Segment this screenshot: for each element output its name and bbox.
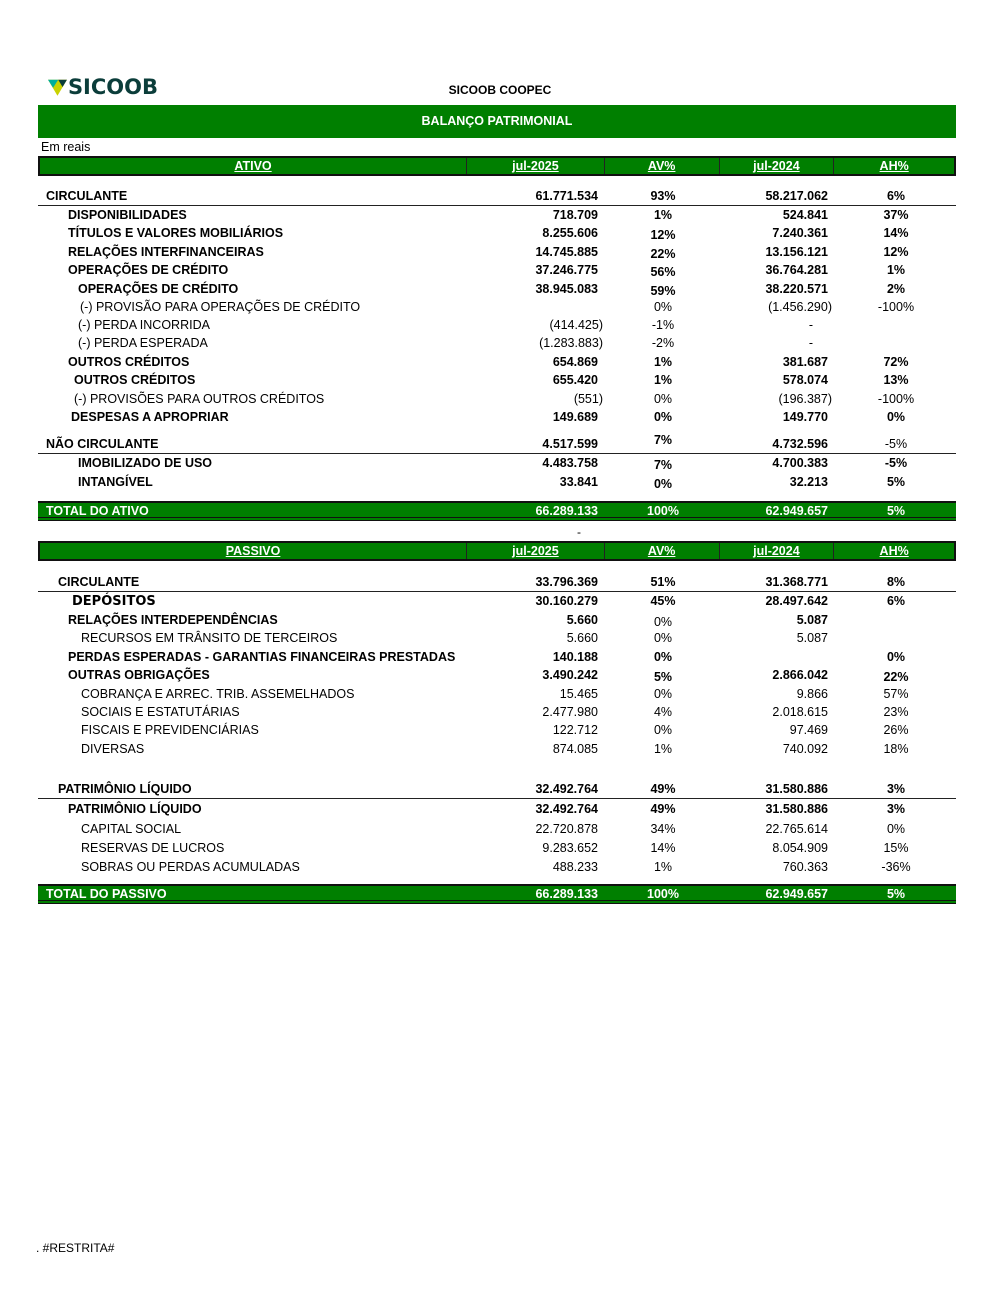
ah-percent: 37% bbox=[883, 208, 909, 222]
av-percent: 1% bbox=[653, 860, 673, 874]
row-label: (-) PERDA INCORRIDA bbox=[78, 318, 210, 332]
value-2025: 4.517.599 bbox=[542, 437, 598, 451]
row-label: RELAÇÕES INTERDEPENDÊNCIAS bbox=[68, 613, 278, 627]
av-percent: 0% bbox=[653, 300, 673, 314]
value-2024: 5.087 bbox=[796, 631, 828, 645]
col-header-jul-2025: jul-2025 bbox=[467, 158, 605, 174]
value-2025: 3.490.242 bbox=[542, 668, 598, 682]
value-2025: (551) bbox=[573, 392, 603, 406]
table-row bbox=[38, 262, 956, 280]
ah-percent: 5% bbox=[886, 475, 906, 489]
av-percent: 0% bbox=[653, 650, 673, 664]
table-row bbox=[38, 317, 956, 335]
col-header-ah: AH% bbox=[879, 544, 909, 558]
value-2025: 9.283.652 bbox=[542, 841, 598, 855]
value-2024: 7.240.361 bbox=[772, 226, 828, 240]
av-percent: 1% bbox=[653, 742, 673, 756]
table-row bbox=[38, 225, 956, 243]
ah-percent: 0% bbox=[886, 410, 906, 424]
col-header-passivo: PASSIVO bbox=[40, 543, 467, 559]
av-percent: 4% bbox=[653, 705, 673, 719]
value-2025: 4.483.758 bbox=[542, 456, 598, 470]
value-2024: 2.866.042 bbox=[772, 668, 828, 682]
ah-percent: 3% bbox=[886, 782, 906, 796]
logo-text: SICOOB bbox=[67, 75, 158, 99]
value-2025: 488.233 bbox=[552, 860, 598, 874]
total-passivo-row bbox=[38, 884, 956, 904]
col-header-jul-2024: jul-2024 bbox=[720, 543, 835, 559]
row-label: INTANGÍVEL bbox=[78, 475, 153, 489]
av-percent: 0% bbox=[653, 631, 673, 645]
value-2024: 31.580.886 bbox=[765, 802, 828, 816]
ah-percent: 15% bbox=[883, 841, 909, 855]
row-label: CIRCULANTE bbox=[46, 189, 128, 203]
av-percent: 0% bbox=[653, 687, 673, 701]
table-row bbox=[38, 474, 956, 492]
value-2025: 149.689 bbox=[552, 410, 598, 424]
value-2025: 32.492.764 bbox=[535, 802, 598, 816]
row-label: DESPESAS A APROPRIAR bbox=[71, 410, 229, 424]
ah-percent: -5% bbox=[884, 456, 908, 470]
value-2025: 30.160.279 bbox=[535, 594, 598, 608]
value-2024: 36.764.281 bbox=[765, 263, 828, 277]
total-value-2025: 66.289.133 bbox=[535, 504, 598, 518]
total-label: TOTAL DO PASSIVO bbox=[46, 887, 167, 901]
value-2024: 8.054.909 bbox=[772, 841, 828, 855]
table-row bbox=[38, 612, 956, 630]
value-2024: 4.732.596 bbox=[772, 437, 828, 451]
total-ah: 5% bbox=[886, 887, 906, 901]
value-2025: 140.188 bbox=[552, 650, 598, 664]
ah-percent: 6% bbox=[886, 189, 906, 203]
total-value-2024: 62.949.657 bbox=[765, 504, 828, 518]
av-percent: 0% bbox=[653, 392, 673, 406]
row-label: CIRCULANTE bbox=[58, 575, 140, 589]
value-2024: 32.213 bbox=[789, 475, 828, 489]
ah-percent: 14% bbox=[883, 226, 909, 240]
row-label: PATRIMÔNIO LÍQUIDO bbox=[58, 782, 192, 796]
col-header-av: AV% bbox=[605, 543, 720, 559]
row-label: SOBRAS OU PERDAS ACUMULADAS bbox=[81, 860, 300, 874]
separator-dash: - bbox=[577, 525, 581, 539]
table-row bbox=[38, 391, 956, 409]
value-2024: - bbox=[808, 318, 813, 332]
av-percent: 59% bbox=[650, 284, 676, 298]
row-label: RELAÇÕES INTERFINANCEIRAS bbox=[68, 245, 264, 259]
row-label: CAPITAL SOCIAL bbox=[81, 822, 182, 836]
av-percent: 45% bbox=[650, 594, 676, 608]
av-percent: 7% bbox=[653, 458, 673, 472]
value-2024: 381.687 bbox=[782, 355, 828, 369]
company-name: SICOOB COOPEC bbox=[448, 83, 552, 97]
av-percent: 49% bbox=[650, 802, 676, 816]
row-label: RECURSOS EM TRÂNSITO DE TERCEIROS bbox=[81, 631, 338, 645]
ah-percent: 72% bbox=[883, 355, 909, 369]
row-label: TÍTULOS E VALORES MOBILIÁRIOS bbox=[68, 226, 284, 240]
row-label: OUTRAS OBRIGAÇÕES bbox=[68, 668, 210, 682]
value-2025: 8.255.606 bbox=[542, 226, 598, 240]
table-row bbox=[38, 741, 956, 759]
value-2025: 654.869 bbox=[552, 355, 598, 369]
table-row bbox=[38, 686, 956, 704]
av-percent: -2% bbox=[651, 336, 675, 350]
table-row bbox=[38, 372, 956, 390]
row-label: OUTROS CRÉDITOS bbox=[74, 373, 196, 387]
ah-percent: -100% bbox=[877, 300, 915, 314]
table-row bbox=[38, 593, 956, 611]
value-2025: 718.709 bbox=[552, 208, 598, 222]
value-2025: 122.712 bbox=[552, 723, 598, 737]
table-row bbox=[38, 801, 956, 819]
table-row bbox=[38, 244, 956, 262]
row-label: (-) PROVISÃO PARA OPERAÇÕES DE CRÉDITO bbox=[80, 300, 361, 314]
ah-percent: 6% bbox=[886, 594, 906, 608]
table-row bbox=[38, 455, 956, 473]
av-percent: 1% bbox=[653, 373, 673, 387]
ah-percent: 3% bbox=[886, 802, 906, 816]
av-percent: 0% bbox=[653, 615, 673, 629]
av-percent: 12% bbox=[650, 228, 676, 242]
ativo-header-row bbox=[38, 156, 956, 176]
value-2025: 15.465 bbox=[559, 687, 598, 701]
report-title: BALANÇO PATRIMONIAL bbox=[38, 105, 956, 138]
row-label: FISCAIS E PREVIDENCIÁRIAS bbox=[81, 723, 259, 737]
ah-percent: 18% bbox=[883, 742, 909, 756]
value-2025: 2.477.980 bbox=[542, 705, 598, 719]
value-2024: 740.092 bbox=[782, 742, 828, 756]
av-percent: 0% bbox=[653, 410, 673, 424]
value-2024: - bbox=[808, 336, 813, 350]
value-2025: 38.945.083 bbox=[535, 282, 598, 296]
table-row bbox=[38, 781, 956, 799]
ah-percent: 1% bbox=[886, 263, 906, 277]
table-row bbox=[38, 354, 956, 372]
table-row bbox=[38, 281, 956, 299]
table-row bbox=[38, 299, 956, 317]
value-2024: 524.841 bbox=[782, 208, 828, 222]
table-row bbox=[38, 859, 956, 877]
value-2025: 5.660 bbox=[566, 631, 598, 645]
ah-percent: 13% bbox=[883, 373, 909, 387]
value-2025: 14.745.885 bbox=[535, 245, 598, 259]
row-label: PATRIMÔNIO LÍQUIDO bbox=[68, 802, 202, 816]
av-percent: 0% bbox=[653, 723, 673, 737]
value-2025: 33.796.369 bbox=[535, 575, 598, 589]
av-percent: -1% bbox=[651, 318, 675, 332]
value-2024: 31.368.771 bbox=[765, 575, 828, 589]
passivo-header-row bbox=[38, 541, 956, 561]
total-av: 100% bbox=[647, 887, 679, 901]
table-row bbox=[38, 667, 956, 685]
ah-percent: 22% bbox=[883, 670, 909, 684]
table-row bbox=[38, 630, 956, 648]
row-label: IMOBILIZADO DE USO bbox=[78, 456, 213, 470]
av-percent: 56% bbox=[650, 265, 676, 279]
av-percent: 7% bbox=[653, 433, 673, 447]
av-percent: 34% bbox=[650, 822, 676, 836]
col-header-jul-2025: jul-2025 bbox=[467, 543, 605, 559]
row-label: DISPONIBILIDADES bbox=[68, 208, 187, 222]
value-2025: 33.841 bbox=[559, 475, 598, 489]
ah-percent: 12% bbox=[883, 245, 909, 259]
ah-percent: -100% bbox=[877, 392, 915, 406]
table-row bbox=[38, 821, 956, 839]
row-label: NÃO CIRCULANTE bbox=[46, 437, 159, 451]
table-row bbox=[38, 574, 956, 592]
value-2024: 760.363 bbox=[782, 860, 828, 874]
value-2024: 578.074 bbox=[782, 373, 828, 387]
table-row bbox=[38, 722, 956, 740]
table-row bbox=[38, 188, 956, 206]
col-header-av: AV% bbox=[605, 158, 720, 174]
table-row bbox=[38, 207, 956, 225]
value-2024: 58.217.062 bbox=[765, 189, 828, 203]
value-2024: 31.580.886 bbox=[765, 782, 828, 796]
value-2024: 97.469 bbox=[789, 723, 828, 737]
value-2025: 874.085 bbox=[552, 742, 598, 756]
ah-percent: 23% bbox=[883, 705, 909, 719]
col-header-jul-2024: jul-2024 bbox=[720, 158, 835, 174]
av-percent: 51% bbox=[650, 575, 676, 589]
table-row bbox=[38, 649, 956, 667]
value-2024: (1.456.290) bbox=[768, 300, 832, 314]
row-label: PERDAS ESPERADAS - GARANTIAS FINANCEIRAS PRESTADAS bbox=[68, 650, 456, 664]
value-2024: (196.387) bbox=[778, 392, 832, 406]
total-value-2024: 62.949.657 bbox=[765, 887, 828, 901]
av-percent: 14% bbox=[650, 841, 676, 855]
value-2025: 37.246.775 bbox=[535, 263, 598, 277]
total-av: 100% bbox=[647, 504, 679, 518]
ah-percent: 0% bbox=[886, 650, 906, 664]
value-2024: 38.220.571 bbox=[765, 282, 828, 296]
ah-percent: 8% bbox=[886, 575, 906, 589]
av-percent: 0% bbox=[653, 477, 673, 491]
row-label: OPERAÇÕES DE CRÉDITO bbox=[78, 282, 239, 296]
value-2025: 32.492.764 bbox=[535, 782, 598, 796]
ah-percent: 2% bbox=[886, 282, 906, 296]
table-row bbox=[38, 433, 956, 454]
total-label: TOTAL DO ATIVO bbox=[46, 504, 149, 518]
col-header-ah: AH% bbox=[879, 159, 909, 173]
value-2024: 9.866 bbox=[796, 687, 828, 701]
row-label: DIVERSAS bbox=[81, 742, 145, 756]
row-label: (-) PROVISÕES PARA OUTROS CRÉDITOS bbox=[74, 392, 325, 406]
av-percent: 22% bbox=[650, 247, 676, 261]
value-2024: 4.700.383 bbox=[772, 456, 828, 470]
row-label: DEPÓSITOS bbox=[72, 594, 156, 609]
classification-label: . #RESTRITA# bbox=[36, 1241, 115, 1255]
value-2024: 13.156.121 bbox=[765, 245, 828, 259]
av-percent: 93% bbox=[650, 189, 676, 203]
row-label: RESERVAS DE LUCROS bbox=[81, 841, 225, 855]
ah-percent: 57% bbox=[883, 687, 909, 701]
av-percent: 49% bbox=[650, 782, 676, 796]
value-2025: 22.720.878 bbox=[535, 822, 598, 836]
row-label: SOCIAIS E ESTATUTÁRIAS bbox=[81, 705, 240, 719]
row-label: OPERAÇÕES DE CRÉDITO bbox=[68, 263, 229, 277]
value-2024: 22.765.614 bbox=[765, 822, 828, 836]
table-row bbox=[38, 409, 956, 427]
value-2024: 2.018.615 bbox=[772, 705, 828, 719]
value-2024: 149.770 bbox=[782, 410, 828, 424]
table-row bbox=[38, 335, 956, 353]
ah-percent: -36% bbox=[881, 860, 911, 874]
ah-percent: 0% bbox=[886, 822, 906, 836]
total-ativo-row bbox=[38, 501, 956, 521]
table-row bbox=[38, 840, 956, 858]
ah-percent: 26% bbox=[883, 723, 909, 737]
value-2025: (1.283.883) bbox=[539, 336, 603, 350]
value-2025: 655.420 bbox=[552, 373, 598, 387]
table-row bbox=[38, 704, 956, 722]
row-label: COBRANÇA E ARREC. TRIB. ASSEMELHADOS bbox=[81, 687, 355, 701]
value-2025: 5.660 bbox=[566, 613, 598, 627]
av-percent: 5% bbox=[653, 670, 673, 684]
col-header-ativo: ATIVO bbox=[40, 158, 467, 174]
value-2024: 28.497.642 bbox=[765, 594, 828, 608]
value-2025: 61.771.534 bbox=[535, 189, 598, 203]
ah-percent: -5% bbox=[884, 437, 908, 451]
av-percent: 1% bbox=[653, 208, 673, 222]
total-ah: 5% bbox=[886, 504, 906, 518]
value-2024: 5.087 bbox=[796, 613, 828, 627]
av-percent: 1% bbox=[653, 355, 673, 369]
row-label: (-) PERDA ESPERADA bbox=[78, 336, 208, 350]
units-label: Em reais bbox=[41, 140, 91, 154]
row-label: OUTROS CRÉDITOS bbox=[68, 355, 190, 369]
total-value-2025: 66.289.133 bbox=[535, 887, 598, 901]
value-2025: (414.425) bbox=[549, 318, 603, 332]
